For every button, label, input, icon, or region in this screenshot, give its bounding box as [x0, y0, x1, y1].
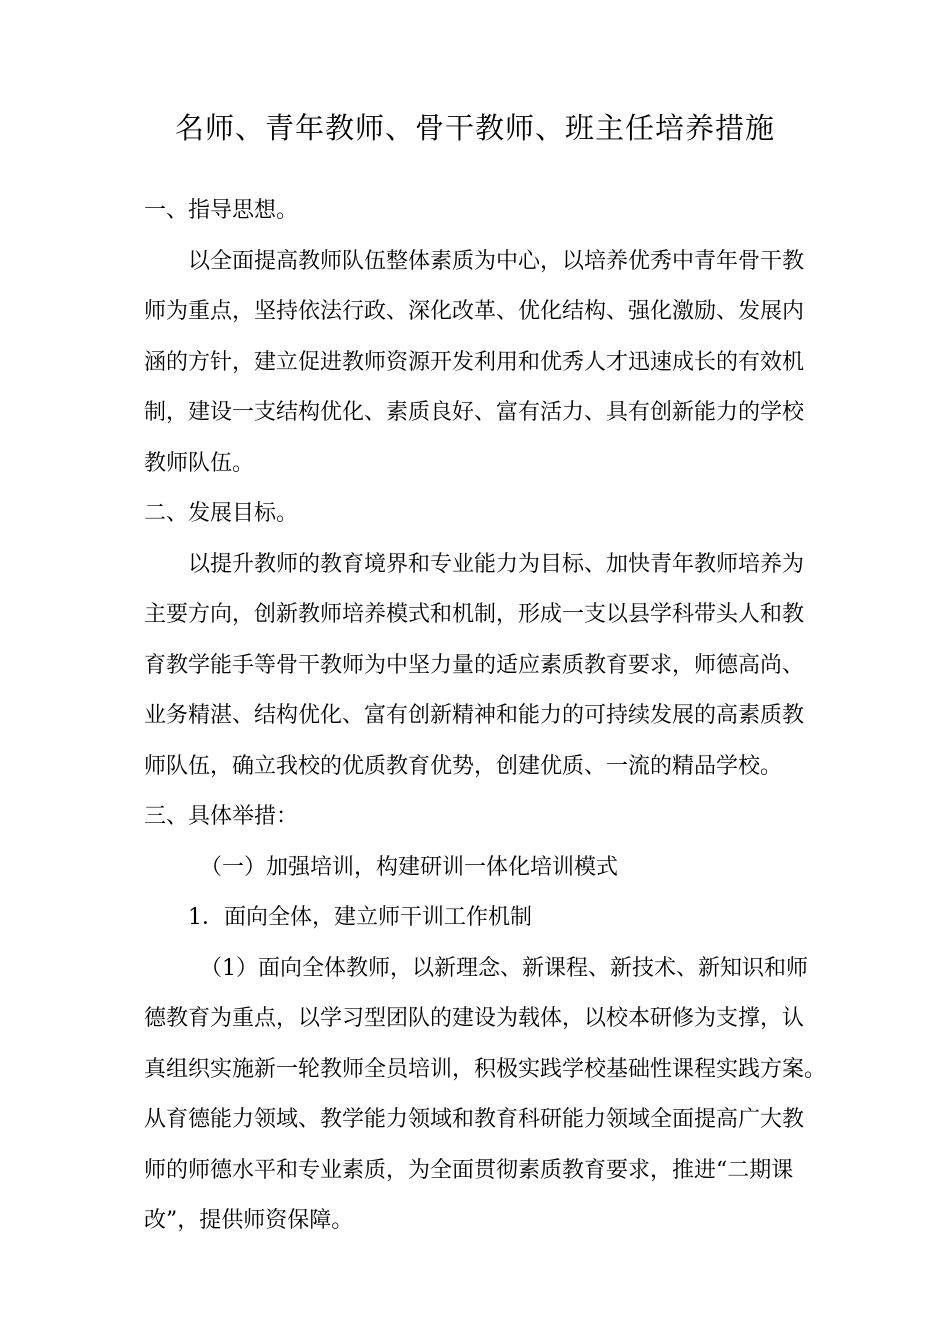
paragraph-line: 育教学能手等骨干教师为中坚力量的适应素质教育要求，师德高尚、 [144, 652, 805, 678]
paragraph-line: 制，建设一支结构优化、素质良好、富有活力、具有创新能力的学校 [144, 400, 805, 425]
paragraph-line: 教师队伍。 [144, 450, 255, 476]
paragraph-line: 改”，提供师资保障。 [144, 1208, 354, 1233]
section-heading-guiding-ideology: 一、指导思想。 [144, 198, 299, 223]
document-body [144, 186, 827, 1247]
paragraph-line: 业务精湛、结构优化、富有创新精神和能力的可持续发展的高素质教 [144, 703, 805, 728]
section-heading-specific-measures: 三、具体举措： [144, 804, 299, 829]
paragraph-line: 以提升教师的教育境界和专业能力为目标、加快青年教师培养为 [188, 551, 805, 577]
paragraph-line: 师为重点，坚持依法行政、深化改革、优化结构、强化激励、发展内 [144, 299, 805, 324]
paragraph-line: 涵的方针，建立促进教师资源开发利用和优秀人才迅速成长的有效机 [144, 349, 805, 375]
section-heading-development-goals: 二、发展目标。 [144, 501, 299, 526]
numbered-heading: 1．面向全体，建立师干训工作机制 [188, 905, 532, 930]
paragraph-line: 师的师德水平和专业素质，为全面贯彻素质教育要求，推进“二期课 [144, 1157, 794, 1183]
paragraph-line: 德教育为重点，以学习型团队的建设为载体，以校本研修为支撑，认 [144, 1006, 805, 1031]
paragraph-line: （1）面向全体教师，以新理念、新课程、新技术、新知识和师 [200, 955, 808, 981]
paragraph-line: 真组织实施新一轮教师全员培训，积极实践学校基础性课程实践方案。 [144, 1056, 827, 1082]
subsection-heading: （一）加强培训，构建研训一体化培训模式 [200, 854, 619, 880]
paragraph-line: 从育德能力领域、教学能力领域和教育科研能力领域全面提高广大教 [144, 1107, 805, 1132]
paragraph-line: 主要方向，创新教师培养模式和机制，形成一支以县学科带头人和教 [144, 602, 805, 627]
paragraph-line: 师队伍，确立我校的优质教育优势，创建优质、一流的精品学校。 [144, 753, 783, 779]
document-title: 名师、青年教师、骨干教师、班主任培养措施 [174, 111, 775, 145]
paragraph-line: 以全面提高教师队伍整体素质为中心，以培养优秀中青年骨干教 [188, 248, 805, 274]
